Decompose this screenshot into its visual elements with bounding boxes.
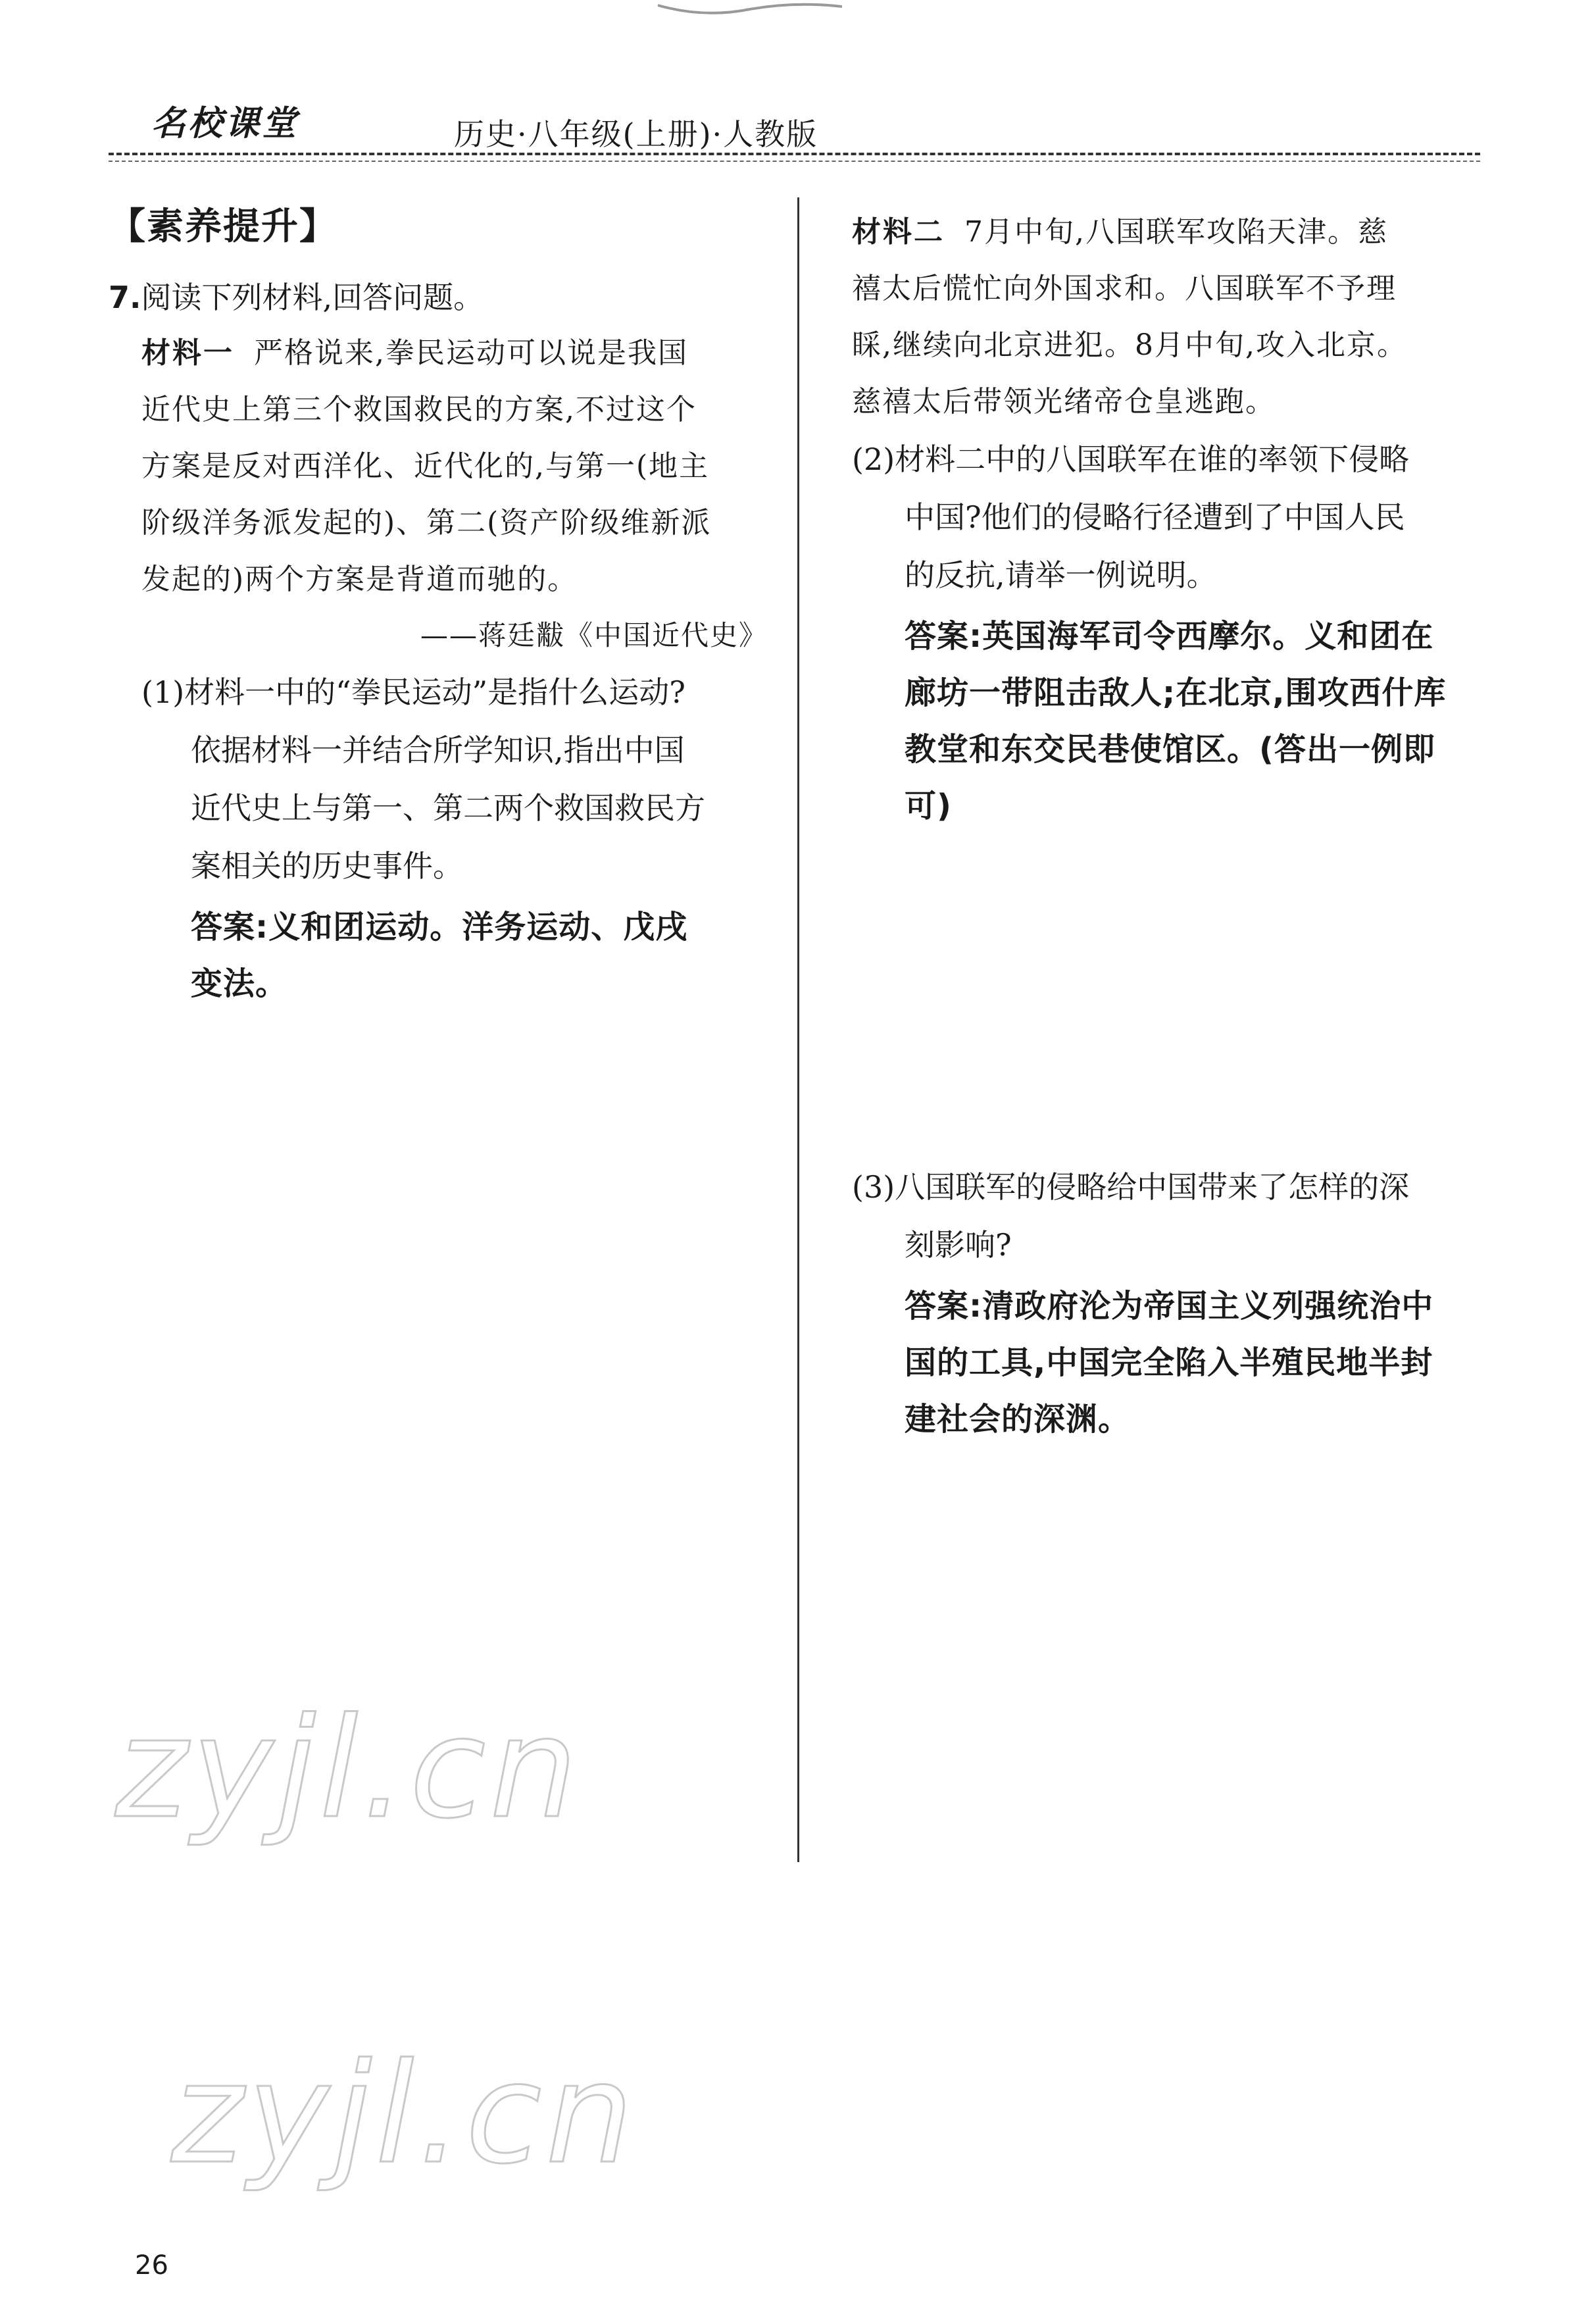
subquestion-line: 近代史上与第一、第二两个救国救民方 (191, 790, 705, 826)
question-number: 7. (109, 280, 141, 315)
subquestion-3-block (852, 1158, 1497, 1448)
answer-line: 变法。 (191, 965, 288, 1002)
subquestion-3 (852, 1158, 1497, 1274)
right-column (852, 204, 1497, 834)
question-text: 阅读下列材料,回答问题。 (141, 280, 484, 315)
top-decoration (651, 0, 849, 20)
header-title: 历史·八年级(上册)·人教版 (454, 116, 818, 152)
answer-line: 答案:英国海军司令西摩尔。义和团在 (905, 618, 1434, 655)
subquestion-line: (1)材料一中的“拳民运动”是指什么运动? (141, 674, 685, 710)
answer-line: 教堂和东交民巷使馆区。(答出一例即 (905, 731, 1435, 768)
material-2-line: 睬,继续向北京进犯。8月中旬,攻入北京。 (852, 328, 1407, 362)
answer-2 (852, 608, 1497, 834)
subquestion-line: 的反抗,请举一例说明。 (905, 557, 1217, 593)
answer-1 (109, 899, 773, 1012)
answer-line: 廊坊一带阻击敌人;在北京,围攻西什库 (905, 674, 1447, 711)
subquestion-2 (852, 430, 1497, 604)
material-2 (852, 204, 1497, 430)
answer-line: 答案:义和团运动。洋务运动、戊戌 (191, 909, 688, 946)
material-1 (109, 325, 773, 608)
answer-3 (852, 1278, 1497, 1448)
header-brand: 名校课堂 (151, 103, 299, 143)
material-2-line: 慈禧太后带领光绪帝仓皇逃跑。 (852, 385, 1276, 418)
answer-line: 建社会的深渊。 (905, 1401, 1131, 1438)
watermark: zyjl.cn (171, 2033, 637, 2194)
subquestion-line: 刻影响? (905, 1227, 1012, 1263)
answer-line: 答案:清政府沦为帝国主义列强统治中 (905, 1288, 1434, 1325)
subquestion-line: (2)材料二中的八国联军在谁的率领下侵略 (852, 442, 1410, 477)
answer-line: 国的工具,中国完全陷入半殖民地半封 (905, 1344, 1433, 1381)
watermark: zyjl.cn (115, 1688, 582, 1849)
subquestion-line: 中国?他们的侵略行径遭到了中国人民 (905, 499, 1405, 535)
question-7 (109, 270, 773, 325)
section-heading: 【素养提升】 (109, 205, 337, 248)
subquestion-line: (3)八国联军的侵略给中国带来了怎样的深 (852, 1169, 1410, 1205)
material-1-line: 材料一 严格说来,拳民运动可以说是我国 (141, 336, 688, 370)
subquestion-line: 依据材料一并结合所学知识,指出中国 (191, 732, 685, 768)
subquestion-line: 案相关的历史事件。 (191, 848, 463, 884)
header-divider (109, 153, 1480, 155)
material-1-line: 方案是反对西洋化、近代化的,与第一(地主 (141, 449, 710, 483)
material-1-label: 材料一 (141, 336, 234, 370)
answer-line: 可) (905, 788, 952, 824)
material-2-label: 材料二 (852, 215, 945, 249)
material-1-line: 近代史上第三个救国救民的方案,不过这个 (141, 393, 697, 426)
material-2-line: 材料二 7月中旬,八国联军攻陷天津。慈 (852, 215, 1388, 249)
citation: ——蒋廷黻《中国近代史》 (420, 619, 768, 651)
subquestion-1 (109, 663, 773, 895)
left-column (109, 197, 773, 1012)
material-2-line: 禧太后慌忙向外国求和。八国联军不予理 (852, 272, 1397, 305)
page-number: 26 (135, 2250, 168, 2281)
header-divider-thin (109, 161, 1480, 162)
material-1-line: 阶级洋务派发起的)、第二(资产阶级维新派 (141, 506, 712, 540)
column-divider (797, 197, 799, 1862)
material-1-line: 发起的)两个方案是背道而驰的。 (141, 563, 578, 596)
